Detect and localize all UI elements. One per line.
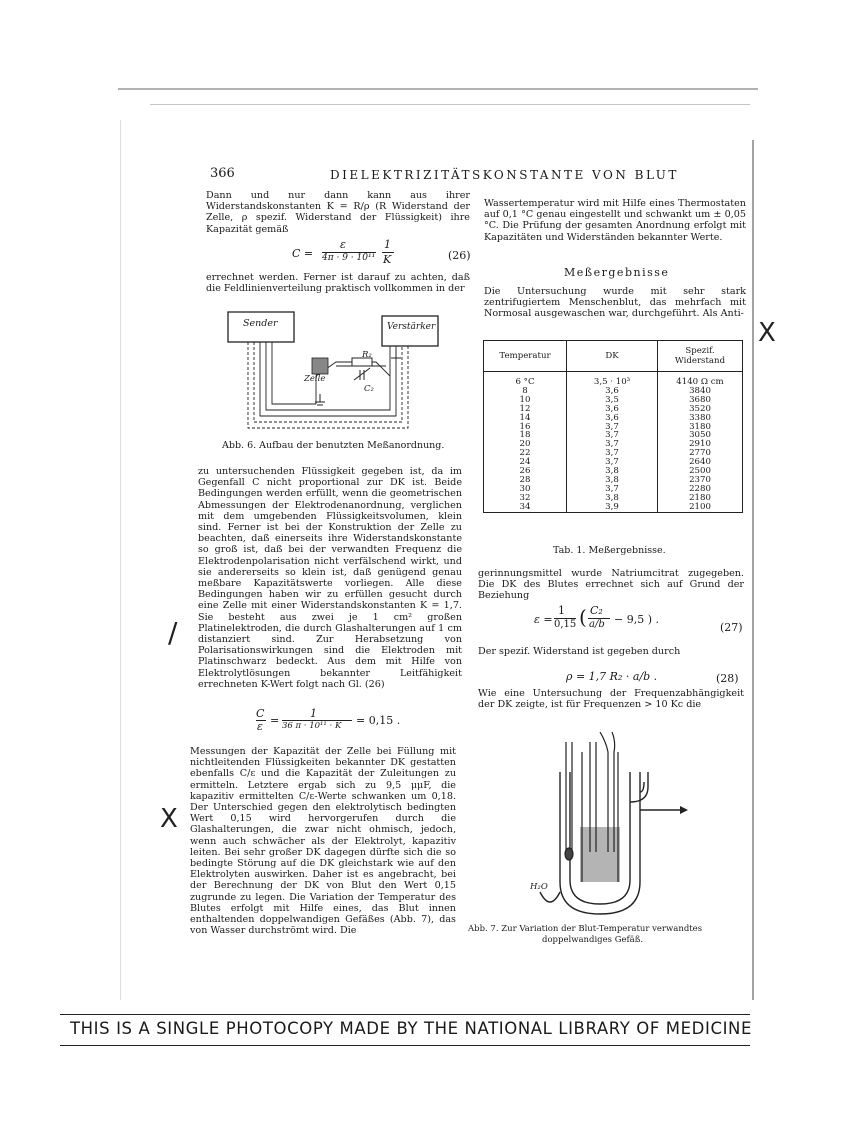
- eq27-number: (27): [720, 621, 743, 634]
- running-header: [210, 166, 740, 186]
- ground-symbol-2: [391, 350, 401, 358]
- eqc-result: = 0,15 .: [356, 714, 401, 727]
- cell-dk: 3,7: [567, 485, 658, 494]
- table-1-caption: Tab. 1. Meßergebnisse.: [553, 545, 666, 556]
- label-sender: Sender: [243, 318, 278, 329]
- cell-temperatur: 24: [484, 458, 567, 467]
- cell-widerstand: 3180: [658, 423, 743, 432]
- right-freq-text: [478, 688, 744, 710]
- label-verstaerker: Verstärker: [387, 322, 436, 332]
- cell-temperatur: 8: [484, 387, 567, 396]
- cell-temperatur: 26: [484, 467, 567, 476]
- cell-dk: 3,8: [567, 476, 658, 485]
- cell-dk: 3,7: [567, 458, 658, 467]
- left-para-2: [198, 466, 462, 690]
- label-r2: R₂: [362, 350, 372, 360]
- eq26-den2: K: [383, 253, 392, 266]
- cell-widerstand: 2640: [658, 458, 743, 467]
- margin-check-mark: /: [168, 616, 178, 649]
- cell-dk: 3,7: [567, 431, 658, 440]
- margin-x-mark-right: X: [758, 318, 776, 348]
- left-after-eq26-text: errechnet werden. Ferner ist darauf zu achten, daß die Feldlinienverteilung praktisch vollkommen in der: [206, 272, 470, 295]
- eq26-den1: 4π · 9 · 10¹¹: [322, 253, 376, 263]
- right-section-text-body: Die Untersuchung wurde mit sehr stark zentrifugiertem Menschenblut, das mehrfach mit Normosal ausgewaschen war, durchgeführt. Als Anti-: [484, 286, 746, 320]
- scan-edge-top-2: [150, 104, 750, 105]
- cell-dk: 3,7: [567, 449, 658, 458]
- right-after-table: [478, 568, 744, 602]
- cell-dk: 3,6: [567, 387, 658, 396]
- cell-widerstand: 2100: [658, 503, 743, 512]
- cell-dk: 3,9: [567, 503, 658, 512]
- right-freq-text-body: Wie eine Untersuchung der Frequenzabhängigkeit der DK zeigte, ist für Frequenzen > 10 Kc die: [478, 688, 744, 711]
- table-header-widerstand: Spezif. Widerstand: [658, 341, 743, 372]
- cell-temperatur: 32: [484, 494, 567, 503]
- eq26-number: (26): [448, 249, 471, 262]
- eq27-num1: 1: [558, 604, 565, 617]
- left-para-3-text: Messungen der Kapazität der Zelle bei Füllung mit nichtleitenden Flüssigkeiten bekannter DK gestatten ebenfalls C/ε und die Kapazität der Zuleitungen zu ermitteln. Letztere ergab sich zu 9,5 μμF, die kapazitiv ermittelten C/ε-Werte schwanken um 0,18. Der Unterschied gegen den elektrolytisch bedingten Wert 0,15 wird hervorgerufen durch die Glashalterungen, die zwar nicht ohmisch, jedoch, wenn auch schwächer als der Elektrolyt, kapazitiv leiten. Bei sehr großer DK dagegen dürfte sich die so bedingte Störung auf die DK gleichstark wie auf den Elektrolyten auswirken. Daher ist es angebracht, bei der Berechnung der DK von Blut den Wert 0,15 zugrunde zu legen. Die Variation der Temperatur des Blutes erfolgt mit Hilfe eines, das Blut innen enthaltenden doppelwandigen Gefäßes (Abb. 7), das von Wasser durchströmt wird. Die: [190, 746, 456, 937]
- eqc-lhs-den: ε: [257, 720, 263, 733]
- left-intro: [206, 190, 470, 235]
- label-zelle: Zelle: [304, 374, 326, 384]
- right-intro: [484, 198, 746, 243]
- cell-dk: 3,6: [567, 405, 658, 414]
- eqc-equals: =: [270, 714, 280, 727]
- cell-widerstand: 2770: [658, 449, 743, 458]
- cell-temperatur: 12: [484, 405, 567, 414]
- cell-temperatur: 18: [484, 431, 567, 440]
- cell-temperatur: 10: [484, 396, 567, 405]
- running-title: DIELEKTRIZITÄTSKONSTANTE VON BLUT: [330, 168, 679, 182]
- zelle-cell: [312, 358, 328, 374]
- right-spez-text-body: Der spezif. Widerstand ist gegeben durch: [478, 646, 681, 657]
- cell-temperatur: 20: [484, 440, 567, 449]
- eqc-lhs-num: C: [256, 707, 265, 720]
- figure-6-caption: Abb. 6. Aufbau der benutzten Meßanordnung.: [222, 440, 445, 451]
- cell-widerstand: 3050: [658, 431, 743, 440]
- cell-widerstand: 2280: [658, 485, 743, 494]
- cable-lines: [248, 342, 408, 428]
- cell-widerstand: 3680: [658, 396, 743, 405]
- cell-dk: 3,8: [567, 494, 658, 503]
- section-heading: Meßergebnisse: [564, 266, 670, 279]
- left-after-eq26: [206, 272, 470, 294]
- cell-widerstand: 2180: [658, 494, 743, 503]
- cell-temperatur: 14: [484, 414, 567, 423]
- cell-temperatur: 30: [484, 485, 567, 494]
- cell-widerstand: 4140 Ω cm: [658, 372, 743, 387]
- cell-widerstand: 2500: [658, 467, 743, 476]
- figure-7-caption-line1: Abb. 7. Zur Variation der Blut-Temperatur verwandtes: [468, 924, 703, 934]
- equation-28: ρ = 1,7 R₂ · a/b .: [566, 670, 658, 683]
- right-spez-text: [478, 646, 744, 657]
- right-after-table-text: gerinnungsmittel wurde Natriumcitrat zugegeben. Die DK des Blutes errechnet sich auf Grund der Beziehung: [478, 568, 744, 602]
- cell-widerstand: 3520: [658, 405, 743, 414]
- cell-dk: 3,7: [567, 440, 658, 449]
- table-body: [484, 372, 743, 513]
- eqc-num: 1: [310, 707, 317, 720]
- cell-widerstand: 3380: [658, 414, 743, 423]
- label-c2: C₂: [364, 384, 374, 394]
- eq27-num2: C₂: [590, 604, 603, 617]
- scan-edge-left: [120, 120, 121, 1000]
- equation-27: [534, 604, 674, 636]
- table-header-row: [484, 341, 743, 372]
- flow-arrow: [680, 806, 688, 814]
- table-header-dk: DK: [567, 341, 658, 372]
- library-stamp-text: THIS IS A SINGLE PHOTOCOPY MADE BY THE NATIONAL LIBRARY OF MEDICINE: [70, 1019, 752, 1038]
- left-para-3: [190, 746, 456, 936]
- cell-dk: 3,6: [567, 414, 658, 423]
- label-h2o: H₂O: [530, 882, 548, 892]
- eq28-number: (28): [716, 672, 739, 685]
- right-intro-text: Wassertemperatur wird mit Hilfe eines Thermostaten auf 0,1 °C genau eingestellt und schwankt um ± 0,05 °C. Die Prüfung der gesamten Anordnung erfolgt mit Kapazitäten und Widerständen bekannter Werte.: [484, 198, 746, 243]
- figure-7-vessel: [520, 732, 690, 922]
- figure-7-caption-line2: doppelwandiges Gefäß.: [542, 935, 644, 945]
- thermometer: [565, 742, 573, 860]
- equation-c-over-eps: [256, 708, 426, 738]
- eq27-lhs: ε =: [534, 613, 553, 626]
- left-para-2-text: zu untersuchenden Flüssigkeit gegeben ist, da im Gegenfall C nicht proportional zur DK ist. Beide Bedingungen werden erfüllt, wenn die geometrischen Abmessungen der Elektrodenanordnung, verglichen mit dem umgebenden Flüssigkeitsvolumen, klein sind. Ferner ist bei der Konstruktion der Zelle zu beachten, daß einerseits ihre Widerstandskonstante so groß ist, daß bei der verwandten Frequenz die Elektrodenpolarisation nicht verfälschend wirkt, und sie andererseits so klein ist, daß genügend genau meßbare Kapazitätswerte vorliegen. Alle diese Bedingungen haben wir zu erfüllen gesucht durch eine Zelle mit einer Widerstandskonstanten K = 1,7. Sie besteht aus zwei je 1 cm² großen Platinelektroden, die durch Glashalterungen auf 1 cm distanziert sind. Zur Herabsetzung von Polarisationswirkungen sind die Elektroden mit Platinschwarz bedeckt. Aus dem mit Hilfe von Elektrolytlösungen bekannter Leitfähigkeit errechneten K-Wert folgt nach Gl. (26): [198, 466, 462, 690]
- cell-widerstand: 2370: [658, 476, 743, 485]
- cell-dk: 3,5: [567, 396, 658, 405]
- cell-widerstand: 3840: [658, 387, 743, 396]
- eq27-paren: (: [579, 605, 587, 629]
- library-stamp: [60, 1014, 750, 1046]
- eq27-tail: − 9,5 ) .: [614, 613, 659, 626]
- cell-temperatur: 22: [484, 449, 567, 458]
- cell-temperatur: 6 °C: [484, 372, 567, 387]
- cell-dk: 3,5 · 10³: [567, 372, 658, 387]
- eq26-num1: ε: [340, 238, 346, 251]
- cell-temperatur: 28: [484, 476, 567, 485]
- right-section-text: [484, 286, 746, 320]
- table-1-results: [483, 340, 743, 513]
- eq27-den2: a/b: [589, 619, 605, 630]
- equation-26: [292, 240, 472, 270]
- eq27-den1: 0,15: [554, 619, 577, 630]
- capacitor-c2: [354, 368, 370, 380]
- left-intro-text: Dann und nur dann kann aus ihrer Widerstandskonstanten K = R/ρ (R Widerstand der Zelle, ρ spezif. Widerstand der Flüssigkeit) ihre Kapazität gemäß: [206, 190, 470, 235]
- scan-edge-right: [752, 140, 754, 1000]
- margin-x-mark-left: X: [160, 804, 178, 834]
- cell-widerstand: 2910: [658, 440, 743, 449]
- table-header-temperatur: Temperatur: [484, 341, 567, 372]
- table-row: [484, 372, 743, 387]
- page-number: 366: [210, 166, 235, 181]
- eq26-lhs: C =: [292, 247, 314, 260]
- cell-dk: 3,7: [567, 423, 658, 432]
- ground-symbol: [315, 394, 325, 405]
- table-row: [484, 503, 743, 512]
- eqc-den: 36 π · 10¹¹ · K: [282, 721, 342, 731]
- eq26-num2: 1: [384, 238, 391, 251]
- scan-edge-top: [118, 88, 758, 90]
- cell-temperatur: 34: [484, 503, 567, 512]
- cell-temperatur: 16: [484, 423, 567, 432]
- cell-dk: 3,8: [567, 467, 658, 476]
